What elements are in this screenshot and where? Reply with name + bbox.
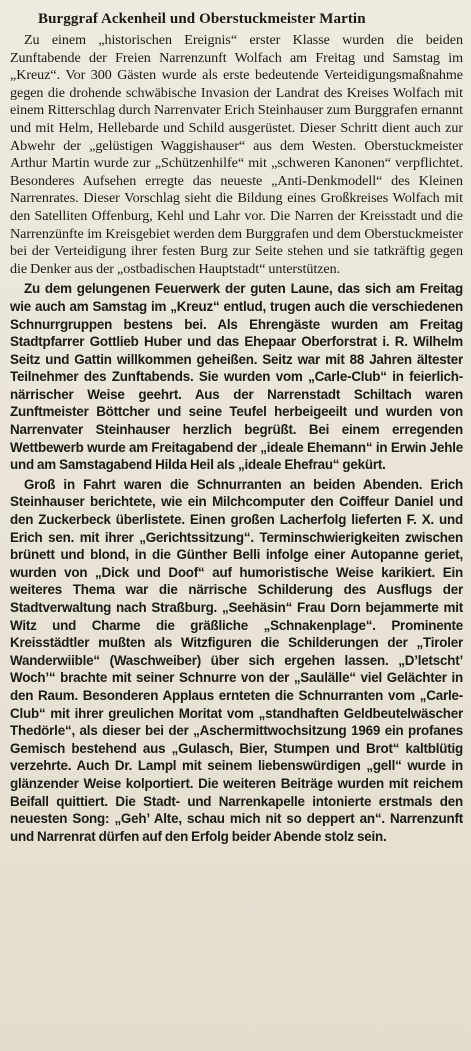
article-paragraph-3: Groß in Fahrt waren die Schnurranten an beiden Abenden. Erich Steinhauser berichtete, wie ein Milchcomputer den Coiffeur Daniel und den Zuckerbeck überlistete. Einen großen Lacherfolg lieferten F. X. und Erich sen. mit ihrer „Gerichtssitzung“. Terminschwierigkeiten zwischen brünett und blond, in die Günther Belli infolge einer Autopanne geriet, wurden von „Dick und Doof“ auf humoristische Weise karikiert. Ein weiteres Thema war die närrische Schilderung des Ausflugs der Stadtverwaltung nach Straßburg. „Seehäsin“ Frau Dorn bejammerte mit Witz und Charme die gräßliche „Schnakenplage“. Prominente Kreisstädtler mußten als Witzfiguren die Schilderungen der „Tiroler Wanderwiible“ (Waschweiber) über sich ergehen lassen. „D’letscht’ Woch’“ brachte mit seiner Schnurre von der „Saulälle“ viel Gelächter in den Raum. Besonderen Applaus ernteten die Schnurranten vom „Carle-Club“ mit ihrer greulichen Moritat vom „standhaften Geldbeutelwäscher Thedörle“, als dieser bei der „Aschermittwochsitzung 1969 ein profanes Gemisch bestehend aus „Gulasch, Bier, Stumpen und Brot“ kaltblütig verzehrte. Auch Dr. Lampl mit seinem liebenswürdigen „gell“ wurde in glänzender Weise kolportiert. Die weiteren Beiträge wurden mit reichem Beifall quittiert. Die Stadt- und Narrenkapelle intonierte erstmals den neuesten Song: „Geh’ Alte, schau mich nit so deppert an“. Narrenzunft und Narrenrat dürfen auf den Erfolg beider Abende stolz sein. (10, 476, 463, 844)
article-paragraph-1: Zu einem „historischen Ereignis“ erster Klasse wurden die beiden Zunftabende der Freien Narrenzunft Wolfach am Freitag und Samstag im „Kreuz“. Vor 300 Gästen wurde als erste bedeutende Verteidigungsmaßnahme gegen die drohende schwäbische Invasion der Landrat des Kreises Wolfach mit einem Ritterschlag durch Narrenvater Erich Steinhauser zum Burggrafen ernannt und mit Helm, Hellebarde und Schild ausgerüstet. Dieser Schritt dient auch zur Abwehr der „gelüstigen Waggishauser“ aus dem Westen. Oberstuckmeister Arthur Martin wurde zur „Schützenhilfe“ mit „schweren Kanonen“ verpflichtet. Besonderes Aufsehen erregte das neueste „Anti-Denkmodell“ des Kleinen Narrenrates. Dieser Vorschlag sieht die Bildung eines Großkreises Wolfach mit den Satelliten Offenburg, Kehl und Lahr vor. Die Narren der Kreisstadt und die Narrenzünfte im Kreisgebiet werden dem Burggrafen und dem Oberstuckmeister bei der Verteidigung ihrer festen Burg zur Seite stehen und sie tatkräftig gegen die Denker aus der „ostbadischen Hauptstadt“ unterstützen. (10, 32, 463, 277)
article-paragraph-2: Zu dem gelungenen Feuerwerk der guten Laune, das sich am Freitag wie auch am Samstag im „Kreuz“ entlud, trugen auch die verschiedenen Schnurrgruppen bestens bei. Als Ehrengäste wurden am Freitag Stadtpfarrer Gottlieb Huber und das Ehepaar Oberforstrat i. R. Wilhelm Seitz und Gattin willkommen geheißen. Seitz war mit 88 Jahren ältester Teilnehmer des Zunftabends. Sie wurden vom „Carle-Club“ in feierlich-närrischer Weise geehrt. Aus der Narrenstadt Schiltach waren Zunftmeister Böttcher und seine Teufel herbeigeeilt und wurden von Narrenvater Steinhauser herzlich begrüßt. Bei einem erregenden Wettbewerb wurde am Freitagabend der „ideale Ehemann“ in Erwin Jehle und am Samstagabend Hilda Heil als „ideale Ehefrau“ gekürt. (10, 281, 463, 473)
article-headline: Burggraf Ackenheil und Oberstuckmeister Martin (38, 11, 366, 27)
